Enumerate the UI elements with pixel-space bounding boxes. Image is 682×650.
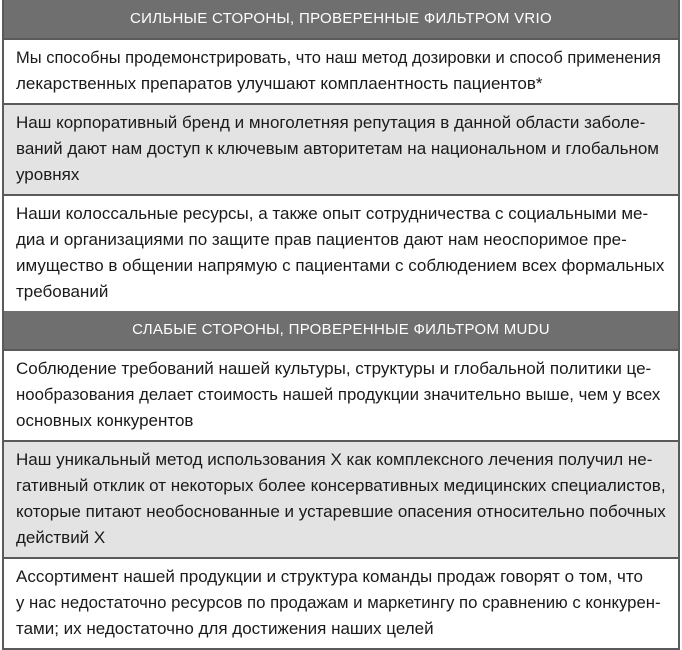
text-line: Наш корпоративный бренд и многолетняя репутация в данной области заболе- xyxy=(16,113,646,132)
text-line: Наш уникальный метод использования Х как комплексного лечения получил не- xyxy=(16,450,653,469)
text-line: имущество в общении напрямую с пациентами с соблюдением всех формальных xyxy=(16,256,665,275)
text-line: которые питают необоснованные и устаревшие опасения относительно побочных xyxy=(16,502,666,521)
strengths-header: СИЛЬНЫЕ СТОРОНЫ, ПРОВЕРЕННЫЕ ФИЛЬТРОМ VRIO xyxy=(4,0,678,38)
text-line: у нас недостаточно ресурсов по продажам и маркетингу по сравнению с конкурен- xyxy=(16,593,661,612)
text-line: Ассортимент нашей продукции и структура команды продаж говорят о том, что xyxy=(16,567,643,586)
weaknesses-header: СЛАБЫЕ СТОРОНЫ, ПРОВЕРЕННЫЕ ФИЛЬТРОМ MUDU xyxy=(4,311,678,349)
text-line: требований xyxy=(16,282,109,301)
text-line: Наши колоссальные ресурсы, а также опыт сотрудничества с социальными ме- xyxy=(16,204,649,223)
strength-row-2 xyxy=(4,103,678,194)
text-line: тами; их недостаточно для достижения наших целей xyxy=(16,619,434,638)
text-line: лекарственных препаратов улучшают комплаентность пациентов* xyxy=(16,74,543,93)
text-line: диа и организациями по защите прав пациентов дают нам неоспоримое пре- xyxy=(16,230,627,249)
strength-row-1 xyxy=(4,38,678,103)
text-line: Соблюдение требований нашей культуры, структуры и глобальной политики це- xyxy=(16,359,652,378)
text-line: основных конкурентов xyxy=(16,411,194,430)
weakness-row-3 xyxy=(4,557,678,648)
text-line: гативный отклик от некоторых более консервативных медицинских специалистов, xyxy=(16,476,666,495)
strength-row-3 xyxy=(4,194,678,311)
text-line: ваний дают нам доступ к ключевым авторитетам на национальном и глобальном xyxy=(16,139,659,158)
vrio-mudu-table xyxy=(2,0,680,650)
text-line: уровнях xyxy=(16,165,80,184)
text-line: Мы способны продемонстрировать, что наш метод дозировки и способ применения xyxy=(16,49,661,67)
weakness-row-1 xyxy=(4,349,678,440)
text-line: действий Х xyxy=(16,528,106,547)
text-line: нообразования делает стоимость нашей продукции значительно выше, чем у всех xyxy=(16,385,661,404)
weakness-row-2 xyxy=(4,440,678,557)
